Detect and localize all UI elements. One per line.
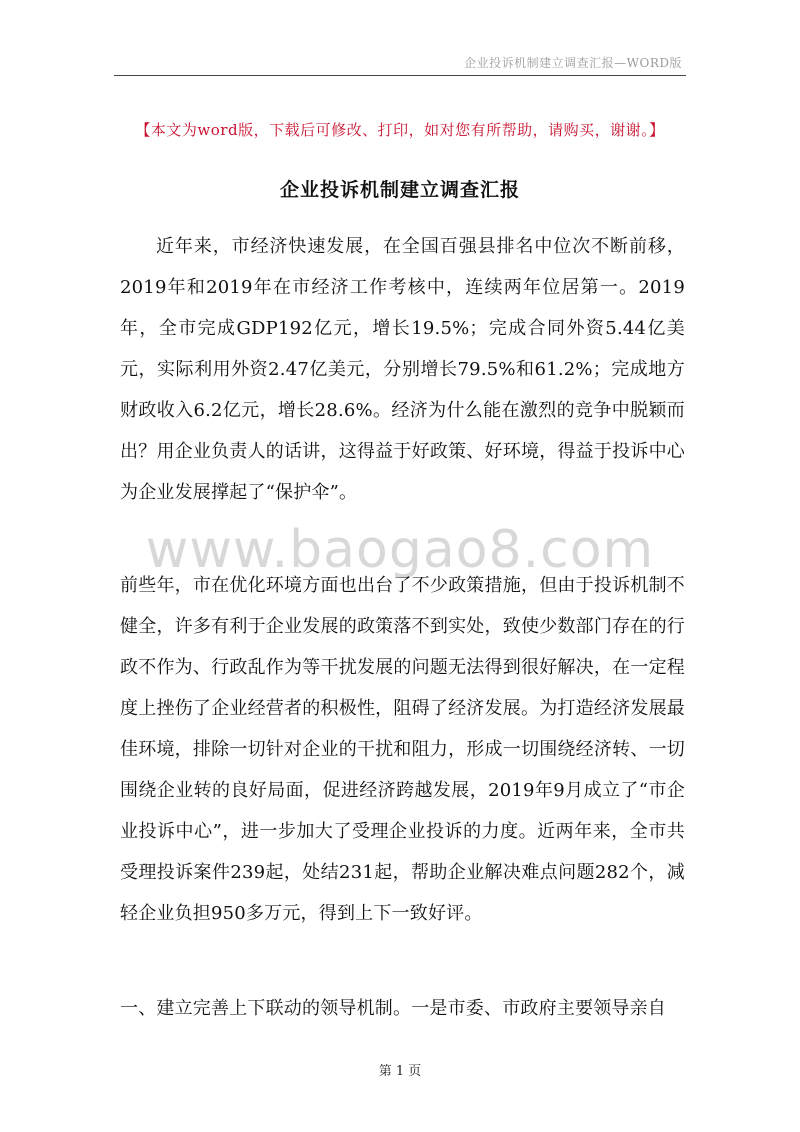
document-title: 企业投诉机制建立调查汇报 <box>279 179 520 201</box>
site-watermark: www.baogao8.com <box>145 520 655 580</box>
header-divider <box>114 75 686 76</box>
paragraph-intro: 近年来，市经济快速发展，在全国百强县排名中位次不断前移，2019年和2019年在市经济工作考核中，连续两年位居第一。2019年，全市完成GDP192亿元，增长19.5%；完成合同外资5.44亿美元，实际利用外资2.47亿美元，分别增长79.5%和61.2%；完成地方财政收入6.2亿元，增长28.6%。经济为什么能在激烈的竞争中脱颖而出？用企业负责人的话讲，这得益于好政策、好环境，得益于投诉中心为企业发展撑起了“保护伞”。 <box>120 236 685 503</box>
running-header: 企业投诉机制建立调查汇报—WORD版 <box>464 56 682 70</box>
purchase-notice: 【本文为word版，下载后可修改、打印，如对您有所帮助，请购买，谢谢。】 <box>135 121 665 139</box>
page-number: 第 1 页 <box>378 1064 422 1079</box>
paragraph-background: 前些年，市在优化环境方面也出台了不少政策措施，但由于投诉机制不健全，许多有利于企业发展的政策落不到实处，致使少数部门存在的行政不作为、行政乱作为等干扰发展的问题无法得到很好解决，在一定程度上挫伤了企业经营者的积极性，阻碍了经济发展。为打造经济发展最佳环境，排除一切针对企业的干扰和阻力，形成一切围绕经济转、一切围绕企业转的良好局面，促进经济跨越发展，2019年9月成立了“市企业投诉中心”，进一步加大了受理企业投诉的力度。近两年来，全市共受理投诉案件239起，处结231起，帮助企业解决难点问题282个，减轻企业负担950多万元，得到上下一致好评。 <box>120 575 685 924</box>
paragraph-section-one: 一、建立完善上下联动的领导机制。一是市委、市政府主要领导亲自 <box>120 998 666 1019</box>
